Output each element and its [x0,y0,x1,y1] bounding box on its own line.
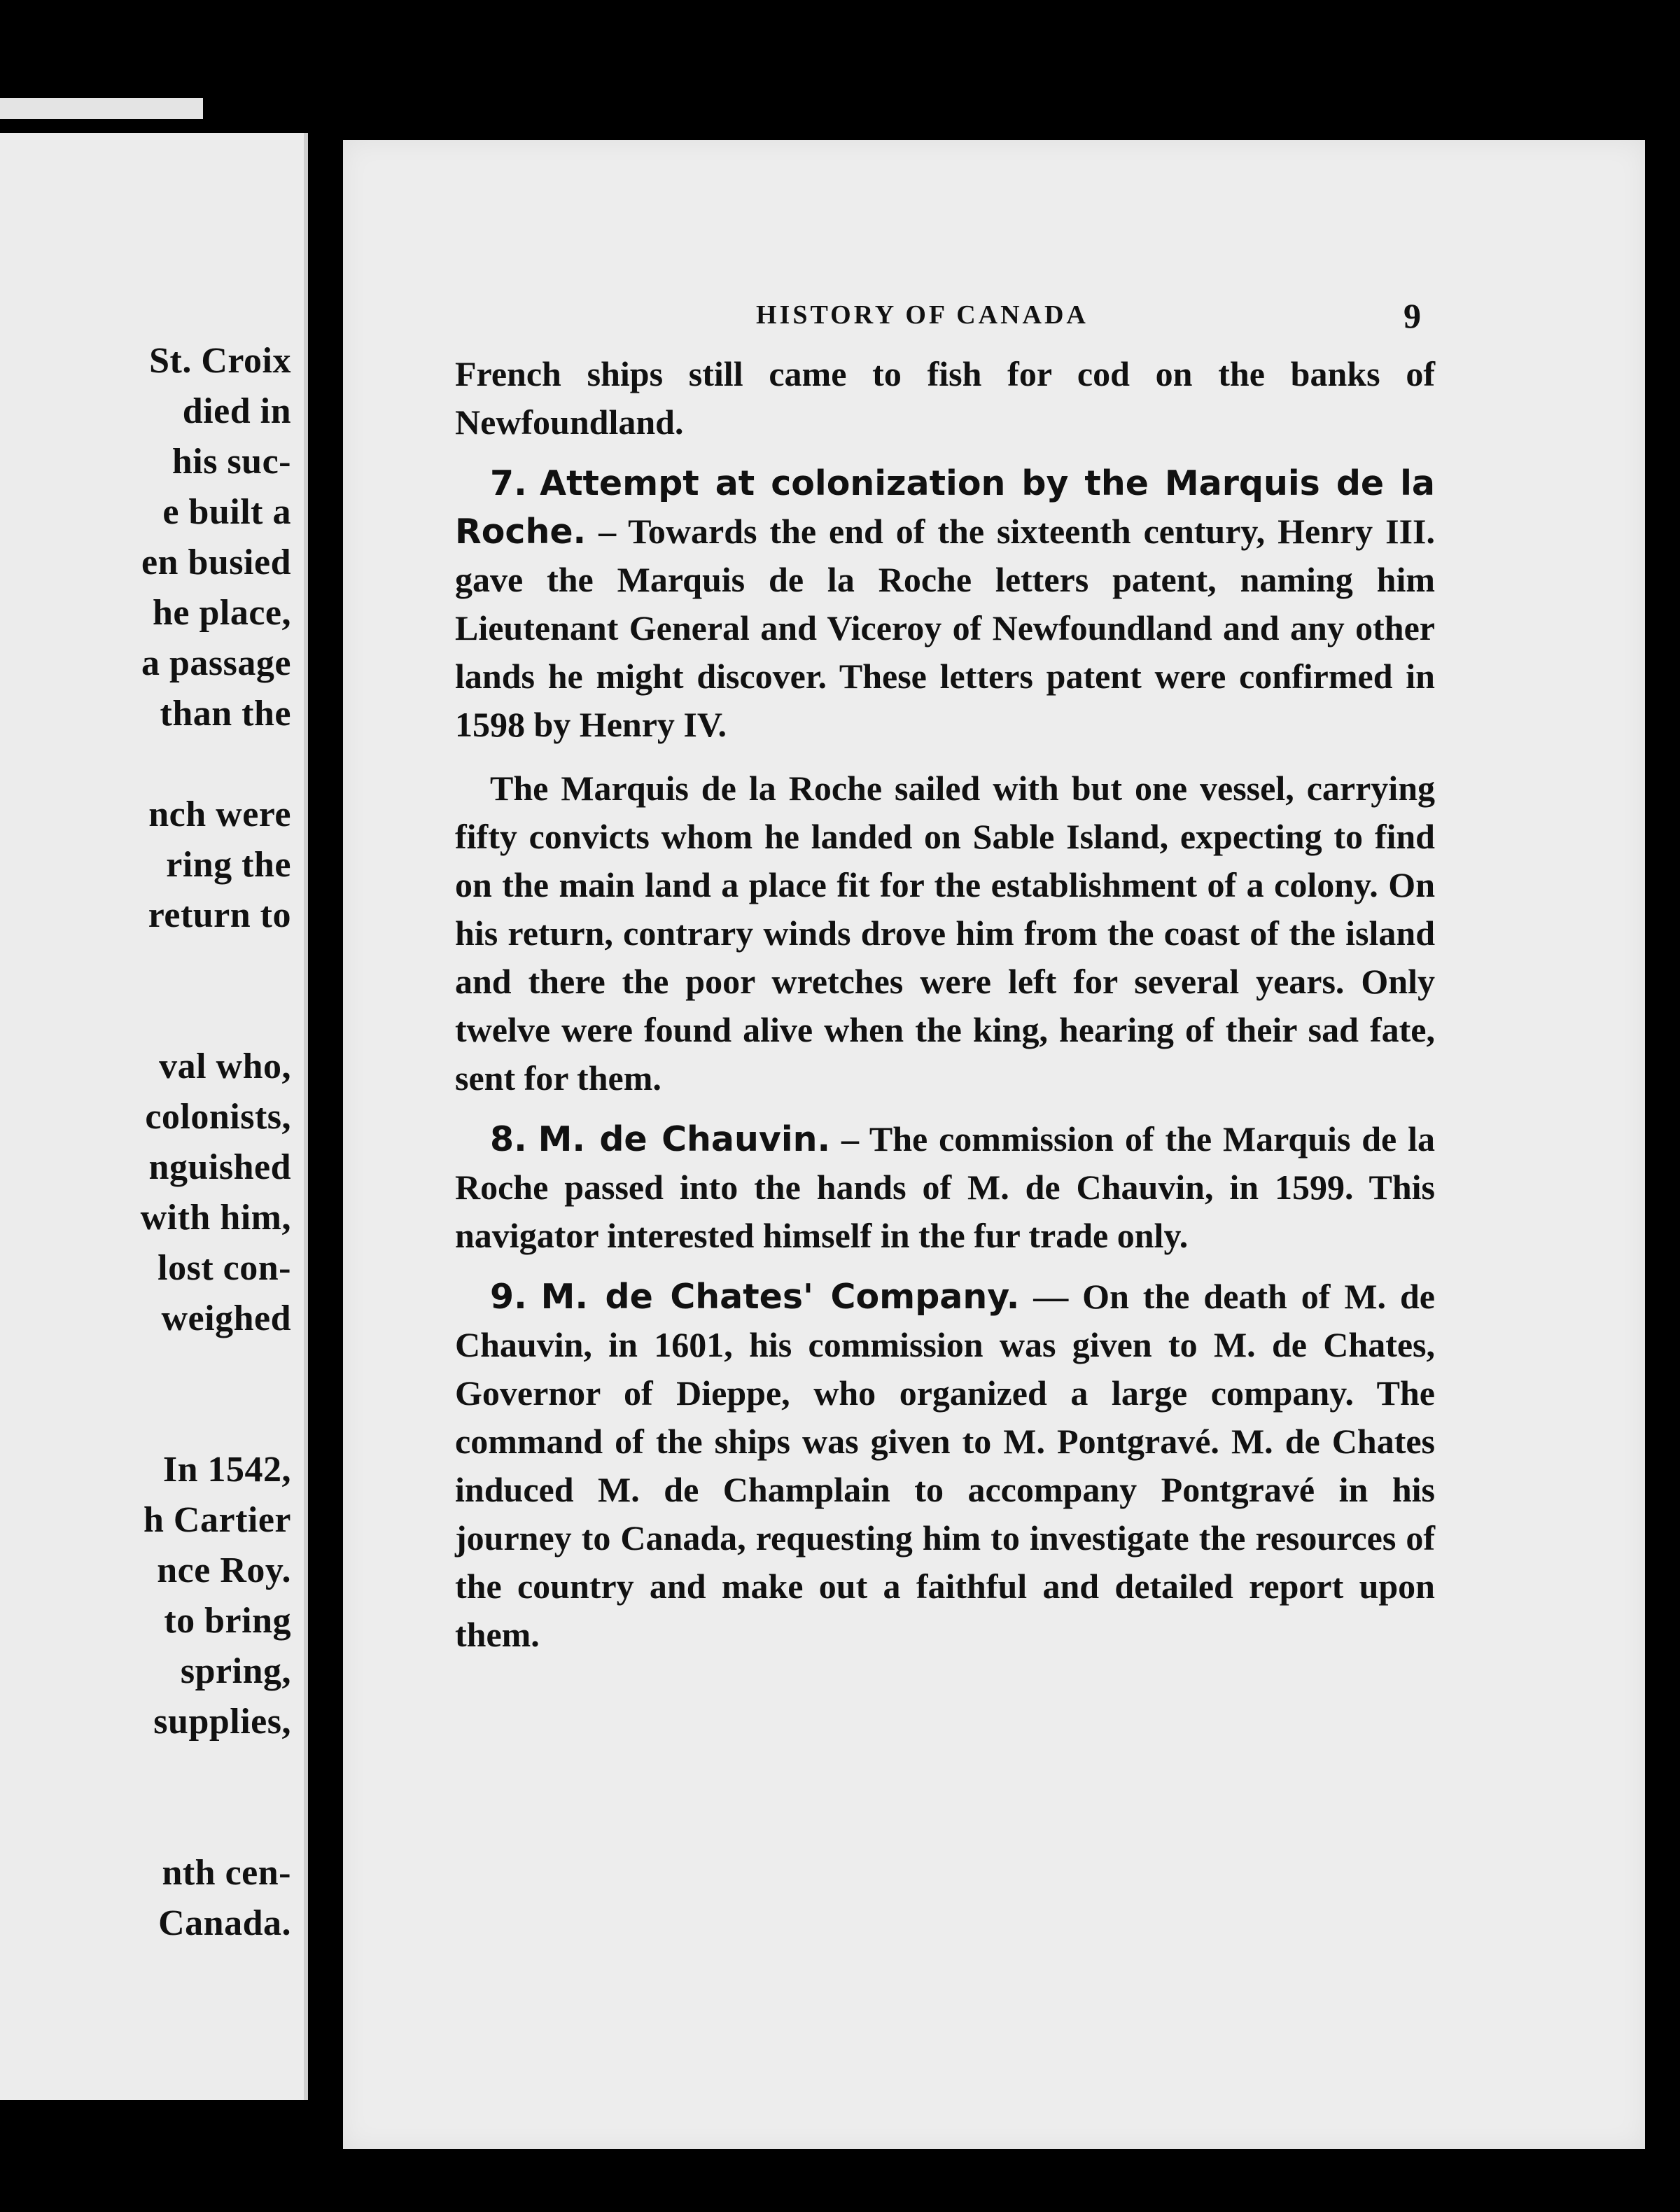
previous-page-line [0,739,291,790]
intro-paragraph: French ships still came to fish for cod on the banks of Newfoundland. [455,354,1435,442]
page-body [455,350,1435,1659]
section-7 [455,459,1435,749]
previous-page-line: e built a [162,492,291,532]
running-head [343,296,1645,342]
previous-page-line [0,1394,291,1445]
previous-page-line: nce Roy. [157,1550,291,1590]
page-number: 9 [1404,296,1421,335]
section-8 [455,1115,1435,1260]
previous-page-line [0,1747,291,1798]
previous-page-line [0,941,291,991]
previous-page-line: h Cartier [144,1500,291,1540]
section-9 [455,1273,1435,1659]
previous-page-line: supplies, [153,1702,291,1742]
previous-page-line: nguished [148,1147,291,1187]
previous-page-line: died in [182,391,291,431]
previous-page-line: St. Croix [149,341,291,381]
section-7-text: – Towards the end of the sixteenth century, Henry III. gave the Marquis de la Roche letters patent, naming him Lieutenant General and Viceroy of Newfoundland and any other lands he might discover. These letters patent were confirmed in 1598 by Henry IV. [455,512,1435,744]
previous-page-line: return to [148,895,291,935]
running-title: HISTORY OF CANADA [756,300,1088,330]
previous-page-line [0,991,291,1042]
previous-page-line [0,1344,291,1394]
previous-page-text [0,336,291,1949]
section-9-text: — On the death of M. de Chauvin, in 1601, his commission was given to M. de Chates, Governor of Dieppe, who organized a large company. The command of the ships was given to M. Pontgravé. M. de Chates induced M. de Champlain to accompany Pontgravé in his journey to Canada, requesting him to investigate the resources of the country and make out a faithful and detailed report upon them. [455,1277,1435,1654]
previous-page-line: val who, [159,1046,291,1086]
previous-page-line: Canada. [158,1903,291,1943]
current-page [343,140,1645,2149]
previous-page-line: to bring [164,1601,291,1641]
previous-page-line: ring the [166,845,291,885]
previous-page-line: with him, [140,1198,291,1238]
section-8-number: 8. [490,1119,527,1159]
previous-page-line [0,1798,291,1848]
previous-page-line: lost con- [158,1248,291,1288]
section-7-number: 7. [490,463,527,503]
previous-page-line: spring, [180,1651,291,1691]
previous-page-line: nth cen- [162,1853,291,1893]
previous-page-top-edge [0,98,203,119]
section-8-text: – The commission of the Marquis de la Roche passed into the hands of M. de Chauvin, in 1599. This navigator interested himself in the fur trade only. [455,1119,1435,1255]
section-8-title: M. de Chauvin. [538,1119,831,1159]
previous-page-line: colonists, [145,1097,291,1137]
previous-page-fragment [0,133,308,2100]
previous-page-line: en busied [141,542,291,582]
previous-page-line: weighed [161,1298,291,1338]
section-7-title: Attempt at colonization by the Marquis de la Roche. [455,463,1435,552]
section-7-paragraph-2: The Marquis de la Roche sailed with but one vessel, carrying fifty convicts whom he landed on Sable Island, expecting to find on the main land a place fit for the establishment of a colony. On his return, contrary winds drove him from the coast of the island and there the poor wretches were left for several years. Only twelve were found alive when the king, hearing of their sad fate, sent for them. [455,769,1435,1098]
previous-page-line: his suc- [172,442,291,482]
previous-page-line: he place, [152,593,291,633]
previous-page-line: nch were [148,794,291,834]
previous-page-line: In 1542, [162,1450,291,1490]
section-9-title: M. de Chates' Company. [540,1277,1020,1317]
section-9-number: 9. [490,1277,527,1317]
previous-page-line: a passage [141,643,291,683]
previous-page-line: than the [160,694,291,734]
